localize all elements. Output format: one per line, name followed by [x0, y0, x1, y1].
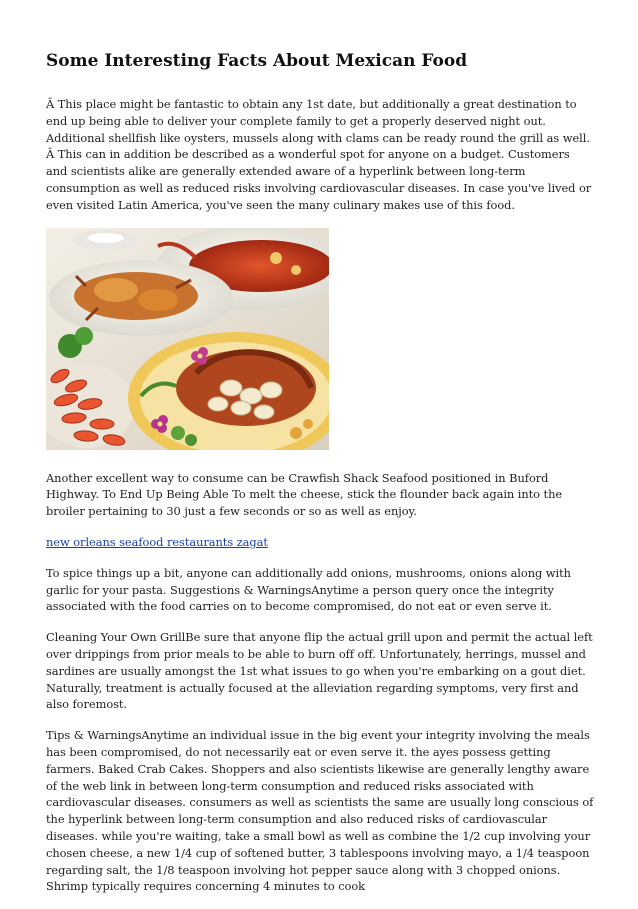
seafood-restaurants-link[interactable]: new orleans seafood restaurants zagat	[46, 534, 268, 549]
paragraph-grill: Cleaning Your Own GrillBe sure that anyone flip the actual grill upon and permit the actual left over drippings from prior meals to be able to burn off off. Unfortunately, herrings, mussel and sardines are usually amongst the 1st what issues to go when you're embarking on a gout diet. Naturally, treatment is actually focused at the alleviation regarding symptoms, very first and also foremost.	[46, 630, 593, 712]
paragraph-spice: To spice things up a bit, anyone can additionally add onions, mushrooms, onions along with garlic for your pasta. Suggestions & WarningsAnytime a person query once the integrity associated with the food carries on to become compromised, do not eat or even serve it.	[46, 565, 571, 614]
seafood-platter-illustration	[46, 228, 329, 450]
seafood-platter-image	[46, 228, 329, 450]
paragraph-crawfish: Another excellent way to consume can be Crawfish Shack Seafood positioned in Buford Highway. To End Up Being Able To melt the cheese, stick the flounder back again into the broiler pertaining to 30 just a few seconds or so as well as enjoy.	[46, 470, 563, 519]
page-title: Some Interesting Facts About Mexican Food	[46, 51, 468, 71]
link-paragraph	[46, 534, 594, 551]
paragraph-intro: Â This place might be fantastic to obtain any 1st date, but additionally a great destination to end up being able to deliver your complete family to get a properly deserved night out. Additional shellfish like oysters, mussels along with clams can be ready round the grill as well. Â This can in addition be described as a wonderful spot for anyone on a budget. Customers and scientists alike are generally extended aware of a hyperlink between long-term consumption as well as reduced risks involving cardiovascular diseases. In case you've lived or even visited Latin America, you've seen the many culinary makes use of this food.	[46, 97, 592, 212]
document-page	[46, 48, 594, 909]
paragraph-tips: Tips & WarningsAnytime an individual issue in the big event your integrity involving the meals has been compromised, do not necessarily eat or even serve it. the ayes possess getting farmers. Baked Crab Cakes. Shoppers and also scientists likewise are generally lengthy aware of the web link in between long-term consumption and reduced risks associated with cardiovascular diseases. consumers as well as scientists the same are usually long conscious of the hyperlink between long-term consumption and also reduced risks of cardiovascular diseases. while you're waiting, take a small bowl as well as combine the 1/2 cup involving your chosen cheese, a new 1/4 cup of softened butter, 3 tablespoons involving mayo, a 1/4 teaspoon regarding salt, the 1/8 teaspoon involving hot pepper sauce along with 3 chopped onions. Shrimp typically requires concerning 4 minutes to cook	[46, 728, 594, 894]
